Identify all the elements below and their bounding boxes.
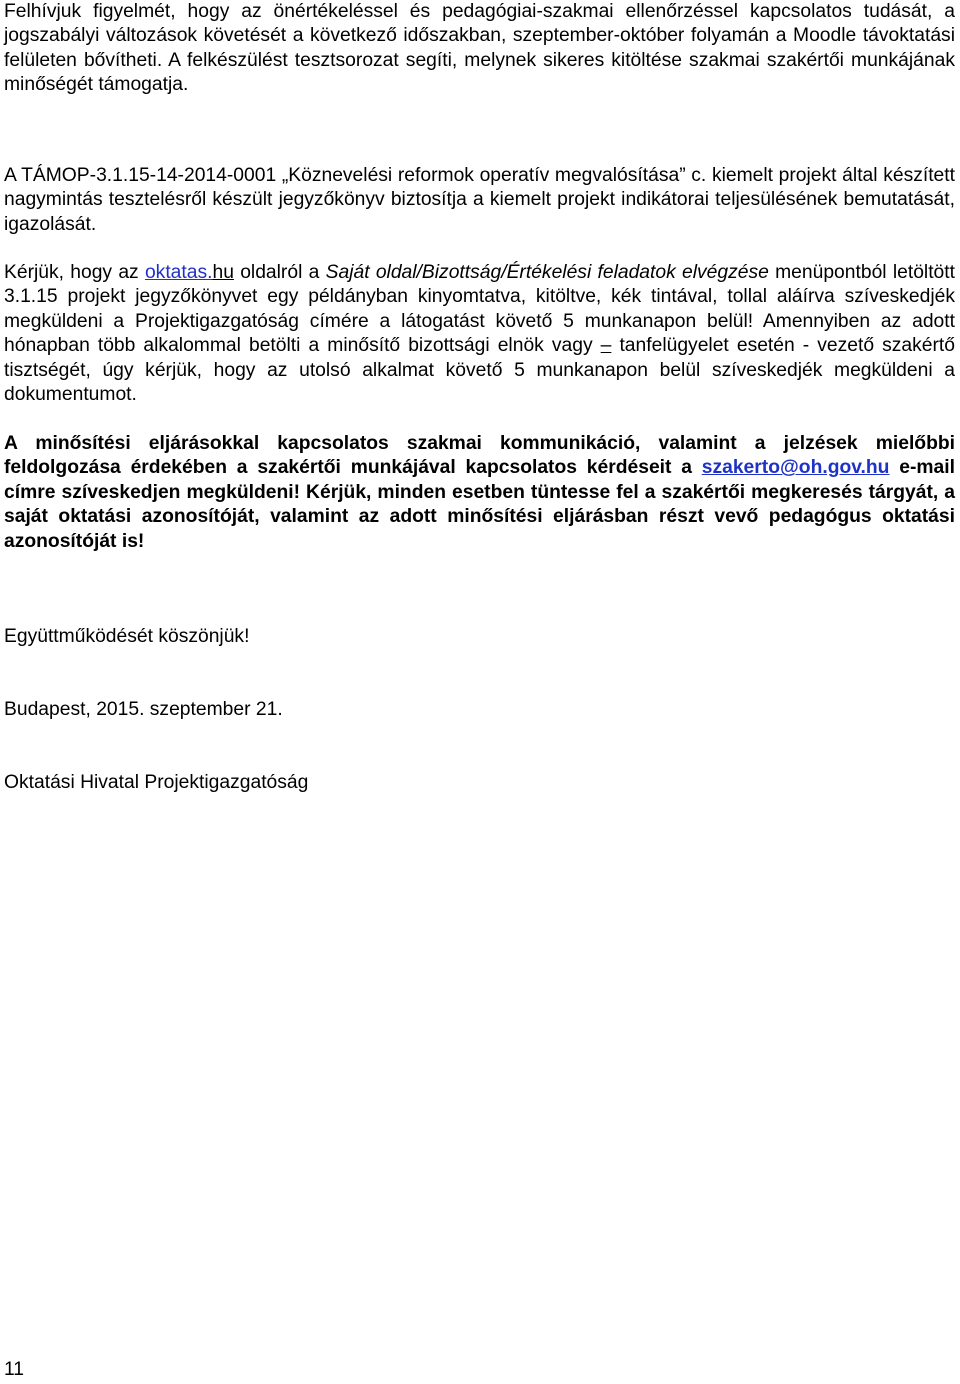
protocol-dash: – <box>600 335 612 357</box>
oktatas-link-suffix[interactable]: hu <box>212 262 234 283</box>
paragraph-communication <box>4 432 955 554</box>
oktatas-link[interactable]: oktatas. <box>144 262 213 283</box>
email-link[interactable]: szakerto@oh.gov.hu <box>701 457 890 479</box>
paragraph-protocol-instructions <box>4 261 955 407</box>
paragraph-thanks: Együttműködését köszönjük! <box>4 626 250 647</box>
paragraph-date: Budapest, 2015. szeptember 21. <box>4 699 283 720</box>
protocol-text-after: menüpontból letöltött 3.1.15 projekt jegyzőkönyvet egy példányban kinyomtatva, kitöltve, kék tintával, tollal aláírva szíveskedjék megküldeni a Projektigazgatóság címére a látogatást követő 5 munkanapon belül! Amennyiben az adott hónapban több alkalommal betölti a minősítő bizottsági elnök vagy <box>4 262 955 357</box>
menu-path: Saját oldal/Bizottság/Értékelési feladatok elvégzése <box>325 262 769 283</box>
paragraph-signature: Oktatási Hivatal Projektigazgatóság <box>4 772 309 793</box>
protocol-text-middle: oldalról a <box>233 262 326 283</box>
page-number: 11 <box>4 1359 25 1380</box>
paragraph-moodle-notice: Felhívjuk figyelmét, hogy az önértékeléssel és pedagógiai-szakmai ellenőrzéssel kapcsolatos tudását, a jogszabályi változások követését a következő időszakban, szeptember-október folyamán a Moodle távoktatási felületen bővítheti. A felkészülést tesztsorozat segíti, melynek sikeres kitöltése szakmai szakértői munkájának minőségét támogatja. <box>4 1 955 96</box>
communication-text-start: A minősítési eljárásokkal kapcsolatos szakmai kommunikáció, valamint a jelzések mielőbbi feldolgozása érdekében a szakértői munkájával kapcsolatos kérdéseit a <box>4 433 955 479</box>
communication-text-end: e-mail címre szíveskedjen megküldeni! Kérjük, minden esetben tüntesse fel a szakértői megkeresés tárgyát, a saját oktatási azonosítóját, valamint az adott minősítési eljárásban részt vevő pedagógus oktatási azonosítóját is! <box>4 457 955 552</box>
paragraph-tamop-project: A TÁMOP-3.1.15-14-2014-0001 „Köznevelési reformok operatív megvalósítása” c. kiemelt projekt által készített nagymintás tesztelésről készült jegyzőkönyv biztosítja a kiemelt projekt indikátorai teljesülésének bemutatását, igazolását. <box>4 165 955 235</box>
protocol-text-end: tanfelügyelet esetén - vezető szakértő tisztségét, úgy kérjük, hogy az utolsó alkalmat követő 5 munkanapon belül szíveskedjék megküldeni a dokumentumot. <box>4 335 956 406</box>
protocol-text-start: Kérjük, hogy az <box>4 262 145 283</box>
